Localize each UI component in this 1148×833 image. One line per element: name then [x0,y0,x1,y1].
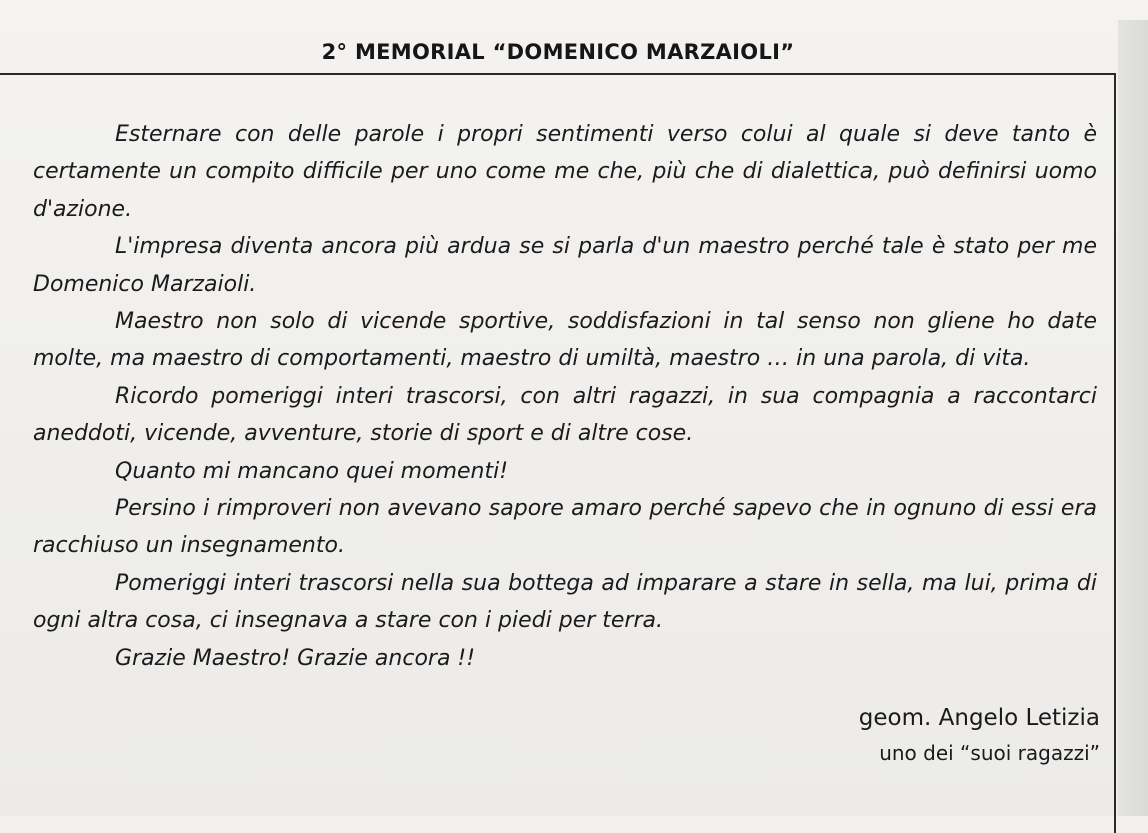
paragraph-8: Grazie Maestro! Grazie ancora !! [115,645,476,671]
paragraph-3: Maestro non solo di vicende sportive, soddisfazioni in tal senso non gliene ho date molte, ma maestro di comportamenti, maestro di umiltà, maestro … in una parola, di vita. [33,309,1097,372]
document-title: 2° MEMORIAL “DOMENICO MARZAIOLI” [321,40,795,64]
paragraph-2: L'impresa diventa ancora più ardua se si parla d'un maestro perché tale è stato per me Domenico Marzaioli. [33,234,1097,297]
paragraph-1: Esternare con delle parole i propri sentimenti verso colui al quale si deve tanto è certamente un compito difficile per uno come me che, più che di dialettica, può definirsi uomo d'azione. [33,122,1097,222]
paragraph-5: Quanto mi mancano quei momenti! [115,458,509,484]
letter-body [33,116,1097,677]
signature-block [700,700,1100,770]
paragraph-7: Pomeriggi interi trascorsi nella sua bottega ad imparare a stare in sella, ma lui, prima di ogni altra cosa, ci insegnava a stare con i piedi per terra. [33,570,1097,634]
signature-name: geom. Angelo Letizia [858,705,1100,731]
page-edge-shadow [1118,20,1148,816]
paragraph-6: Persino i rimproveri non avevano sapore amaro perché sapevo che in ognuno di essi era racchiuso un insegnamento. [33,496,1097,559]
paragraph-4: Ricordo pomeriggi interi trascorsi, con altri ragazzi, in sua compagnia a raccontarci aneddoti, vicende, avventure, storie di sport e di altre cose. [33,383,1097,447]
signature-subtitle: uno dei “suoi ragazzi” [879,741,1100,765]
